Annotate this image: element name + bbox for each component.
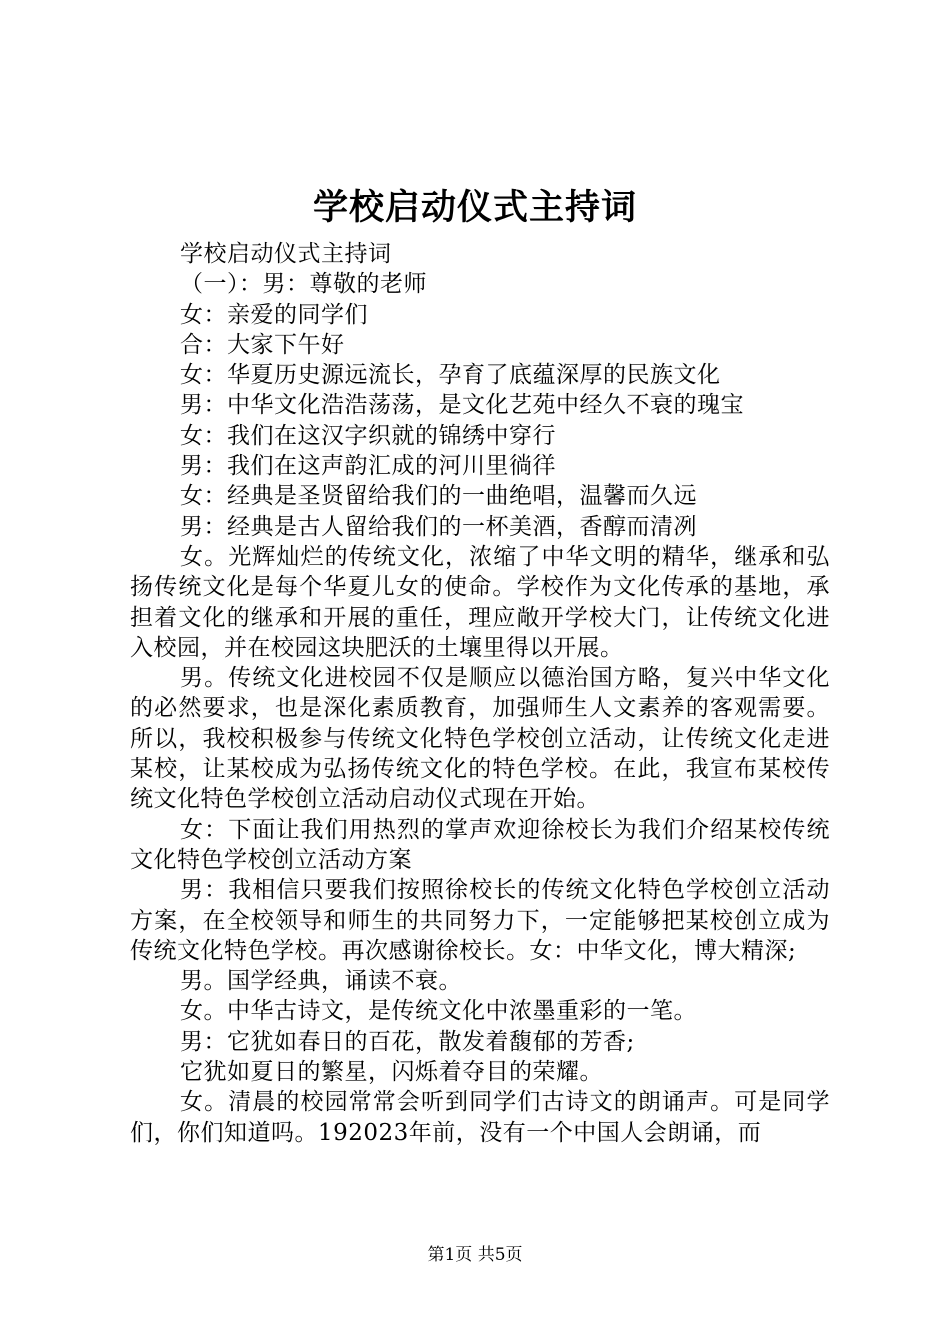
paragraph: 女。中华古诗文，是传统文化中浓墨重彩的一笔。 xyxy=(180,998,697,1025)
paragraph: 女：亲爱的同学们 xyxy=(180,301,368,328)
paragraph: （一）：男：尊敬的老师 xyxy=(180,271,427,298)
paragraph: 女：华夏历史源远流长，孕育了底蕴深厚的民族文化 xyxy=(180,362,721,389)
paragraph: 女：下面让我们用热烈的掌声欢迎徐校长为我们介绍某校传统文化特色学校创立活动方案 xyxy=(130,816,830,873)
page-number-footer: 第1页 共5页 xyxy=(427,1245,523,1265)
paragraph: 女。光辉灿烂的传统文化，浓缩了中华文明的精华，继承和弘扬传统文化是每个华夏儿女的使命。学校作为文化传承的基地，承担着文化的继承和开展的重任，理应敞开学校大门，让传统文化进入校园，并在校园这块肥沃的土壤里得以开展。 xyxy=(130,543,830,661)
paragraph: 男：中华文化浩浩荡荡，是文化艺苑中经久不衰的瑰宝 xyxy=(180,392,744,419)
document-body xyxy=(130,239,830,1148)
paragraph: 男：我们在这声韵汇成的河川里徜徉 xyxy=(180,453,556,480)
paragraph: 合：大家下午好 xyxy=(180,331,345,358)
paragraph: 女：经典是圣贤留给我们的一曲绝唱，温馨而久远 xyxy=(180,483,697,510)
paragraph: 学校启动仪式主持词 xyxy=(180,241,392,267)
paragraph: 男：我相信只要我们按照徐校长的传统文化特色学校创立活动方案，在全校领导和师生的共同努力下，一定能够把某校创立成为传统文化特色学校。再次感谢徐校长。女：中华文化，博大精深; xyxy=(130,877,830,964)
document-title: 学校启动仪式主持词 xyxy=(312,187,637,228)
paragraph: 它犹如夏日的繁星，闪烁着夺目的荣耀。 xyxy=(180,1059,603,1086)
paragraph: 女。清晨的校园常常会听到同学们古诗文的朗诵声。可是同学们，你们知道吗。192023年前，没有一个中国人会朗诵，而 xyxy=(130,1089,830,1146)
paragraph: 男。国学经典，诵读不衰。 xyxy=(180,968,462,995)
paragraph: 男。传统文化进校园不仅是顺应以德治国方略，复兴中华文化的必然要求，也是深化素质教育，加强师生人文素养的客观需要。所以，我校积极参与传统文化特色学校创立活动，让传统文化走进某校，让某校成为弘扬传统文化的特色学校。在此，我宣布某校传统文化特色学校创立活动启动仪式现在开始。 xyxy=(130,665,830,813)
paragraph: 男：经典是古人留给我们的一杯美酒，香醇而清冽 xyxy=(180,513,697,540)
paragraph: 女：我们在这汉字织就的锦绣中穿行 xyxy=(180,422,556,449)
paragraph: 男：它犹如春日的百花，散发着馥郁的芳香; xyxy=(180,1028,635,1055)
